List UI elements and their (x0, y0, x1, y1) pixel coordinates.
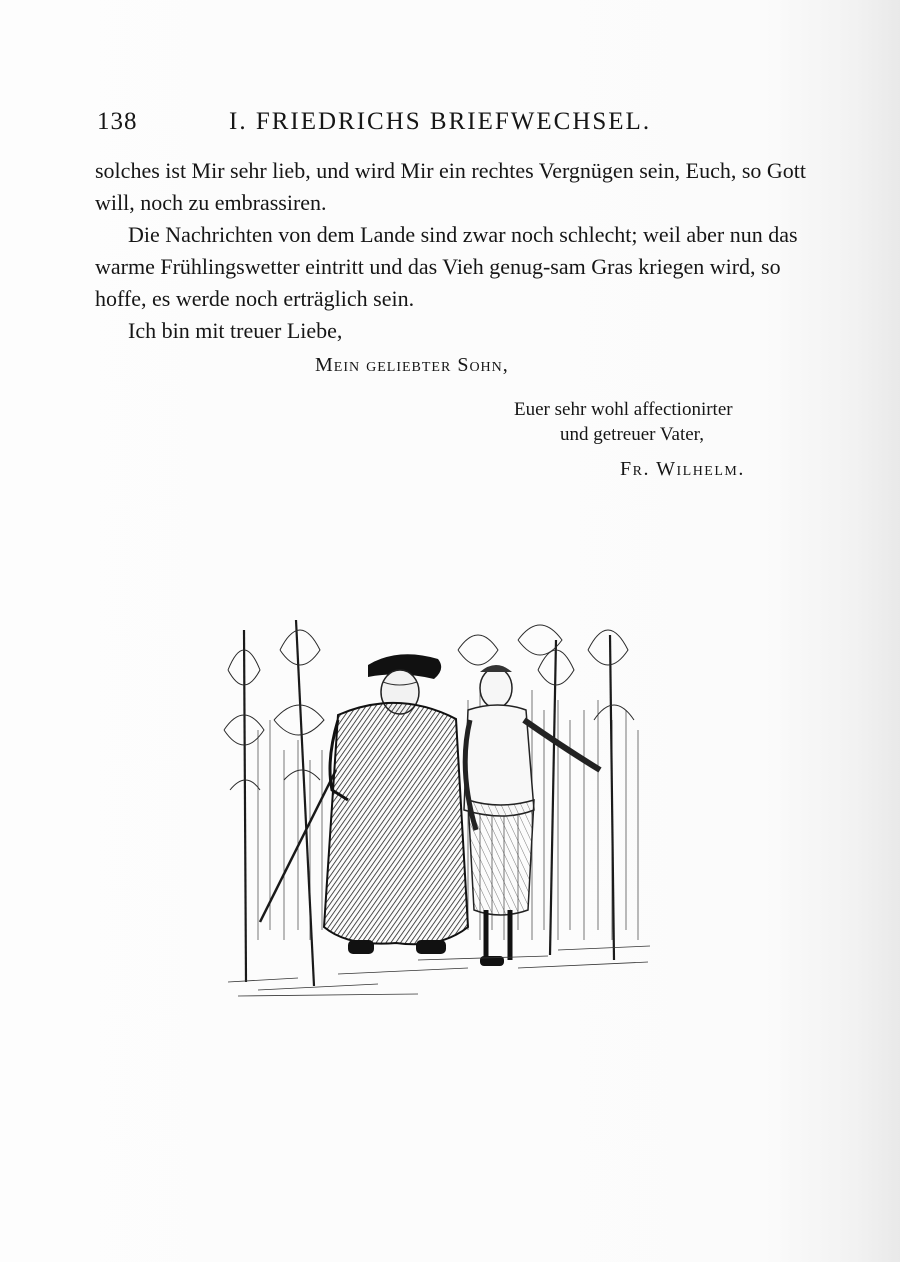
king-figure (324, 654, 468, 954)
paragraph-2: Die Nachrichten von dem Lande sind zwar noch schlecht; weil aber nun das warme Frühlingswetter eintritt und das Vieh genug-sam Gras kriegen wird, so hoffe, es werde noch erträglich sein. (95, 222, 798, 311)
signature: Fr. Wilhelm. (620, 458, 745, 480)
closing-line-1: Euer sehr wohl affectionirter (514, 399, 733, 420)
page-header (97, 108, 667, 140)
running-title: I. FRIEDRICHS BRIEFWECHSEL. (229, 108, 652, 135)
letter-body (95, 155, 807, 347)
closing-line-2: und getreuer Vater, (560, 424, 704, 445)
salutation: Mein geliebter Sohn, (315, 354, 509, 376)
paragraph-3: Ich bin mit treuer Liebe, (128, 318, 343, 343)
paragraph-1: solches ist Mir sehr lieb, und wird Mir ein rechtes Vergnügen sein, Euch, so Gott will, noch zu embrassiren. (95, 158, 807, 215)
page-number: 138 (97, 108, 138, 135)
closing-formula (514, 397, 733, 447)
engraving-illustration (218, 610, 658, 1000)
